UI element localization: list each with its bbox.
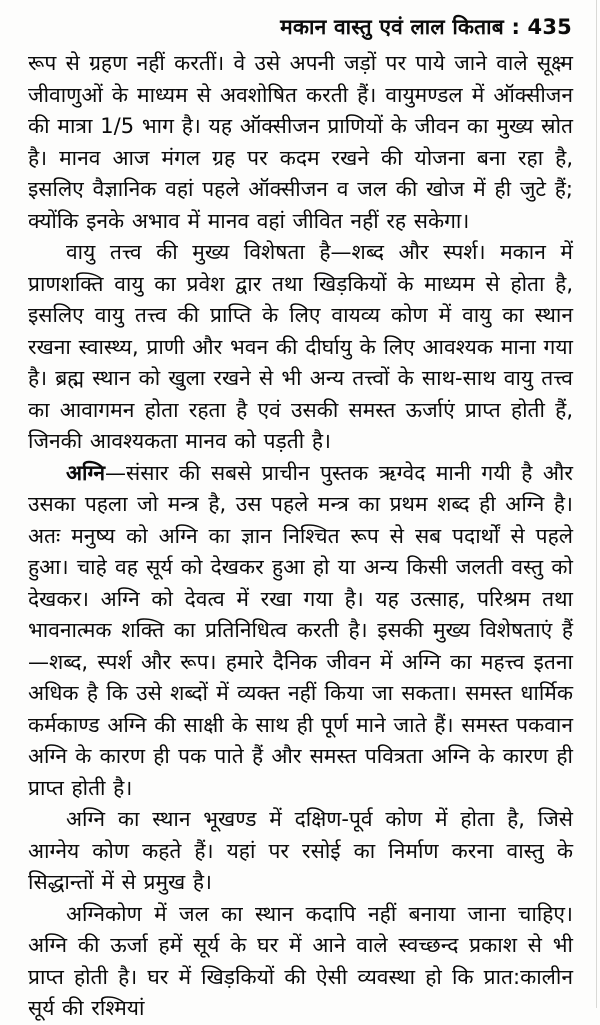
paragraph-continuation — [28, 48, 573, 237]
page-body — [28, 48, 573, 1025]
paragraph-agnikon-jal — [28, 899, 573, 1025]
paragraph-text: अग्निकोण में जल का स्थान कदापि नहीं बनाया जाना चाहिए। अग्नि की ऊर्जा हमें सूर्य के घर में आने वाले स्वच्छन्द प्रकाश से भी प्राप्त होती है। घर में खिड़कियों की ऐसी व्यवस्था हो कि प्रात:कालीन सूर्य की रश्मियां — [28, 901, 573, 1020]
running-header-page-number: मकान वास्तु एवं लाल किताब : 435 — [280, 15, 572, 39]
paragraph-text: —संसार की सबसे प्राचीन पुस्तक ऋग्वेद मानी गयी है और उसका पहला जो मन्त्र है, उस पहले मन्त्र का प्रथम शब्द ही अग्नि है। अतः मनुष्य को अग्नि का ज्ञान निश्चित रूप से सब पदार्थों से पहले हुआ। चाहे वह सूर्य को देखकर हुआ हो या अन्य किसी जलती वस्तु को देखकर। अग्नि को देवत्व में रखा गया है। यह उत्साह, परिश्रम तथा भावनात्मक शक्ति का प्रतिनिधित्व करती है। इसकी मुख्य विशेषताएं हैं—शब्द, स्पर्श और रूप। हमारे दैनिक जीवन में अग्नि का महत्त्व इतना अधिक है कि उसे शब्दों में व्यक्त नहीं किया जा सकता। समस्त धार्मिक कर्मकाण्ड अग्नि की साक्षी के साथ ही पूर्ण माने जाते हैं। समस्त पकवान अग्नि के कारण ही पक पाते हैं और समस्त पवित्रता अग्नि के कारण ही प्राप्त होती है। — [28, 460, 573, 800]
paragraph-text: अग्नि का स्थान भूखण्ड में दक्षिण-पूर्व कोण में होता है, जिसे आग्नेय कोण कहते हैं। यहां पर रसोई का निर्माण करना वास्तु के सिद्धान्तों में से प्रमुख है। — [28, 807, 573, 894]
paragraph-text: रूप से ग्रहण नहीं करतीं। वे उसे अपनी जड़ों पर पाये जाने वाले सूक्ष्म जीवाणुओं के माध्यम से अवशोषित करती हैं। वायुमण्डल में ऑक्सीजन की मात्रा 1/5 भाग है। यह ऑक्सीजन प्राणियों के जीवन का मुख्य स्रोत है। मानव आज मंगल ग्रह पर कदम रखने की योजना बना रहा है, इसलिए वैज्ञानिक वहां पहले ऑक्सीजन व जल की खोज में ही जुटे हैं; क्योंकि इनके अभाव में मानव वहां जीवित नहीं रह सकेगा। — [28, 51, 573, 233]
paragraph-agni-sthan — [28, 804, 573, 899]
paragraph-lead-agni: अग्नि — [66, 460, 106, 485]
paragraph-agni-intro — [28, 458, 573, 805]
paragraph-vayu-tattva — [28, 237, 573, 458]
scan-edge-line — [596, 0, 597, 1008]
paragraph-text: वायु तत्त्व की मुख्य विशेषता है—शब्द और स्पर्श। मकान में प्राणशक्ति वायु का प्रवेश द्वार तथा खिड़कियों के माध्यम से होता है, इसलिए वायु तत्त्व की प्राप्ति के लिए वायव्य कोण में वायु का स्थान रखना स्वास्थ्य, प्राणी और भवन की दीर्घायु के लिए आवश्यक माना गया है। ब्रह्म स्थान को खुला रखने से भी अन्य तत्त्वों के साथ-साथ वायु तत्त्व का आवागमन होता रहता है एवं उसकी समस्त ऊर्जाएं प्राप्त होती हैं, जिनकी आवश्यकता मानव को पड़ती है। — [28, 240, 573, 453]
